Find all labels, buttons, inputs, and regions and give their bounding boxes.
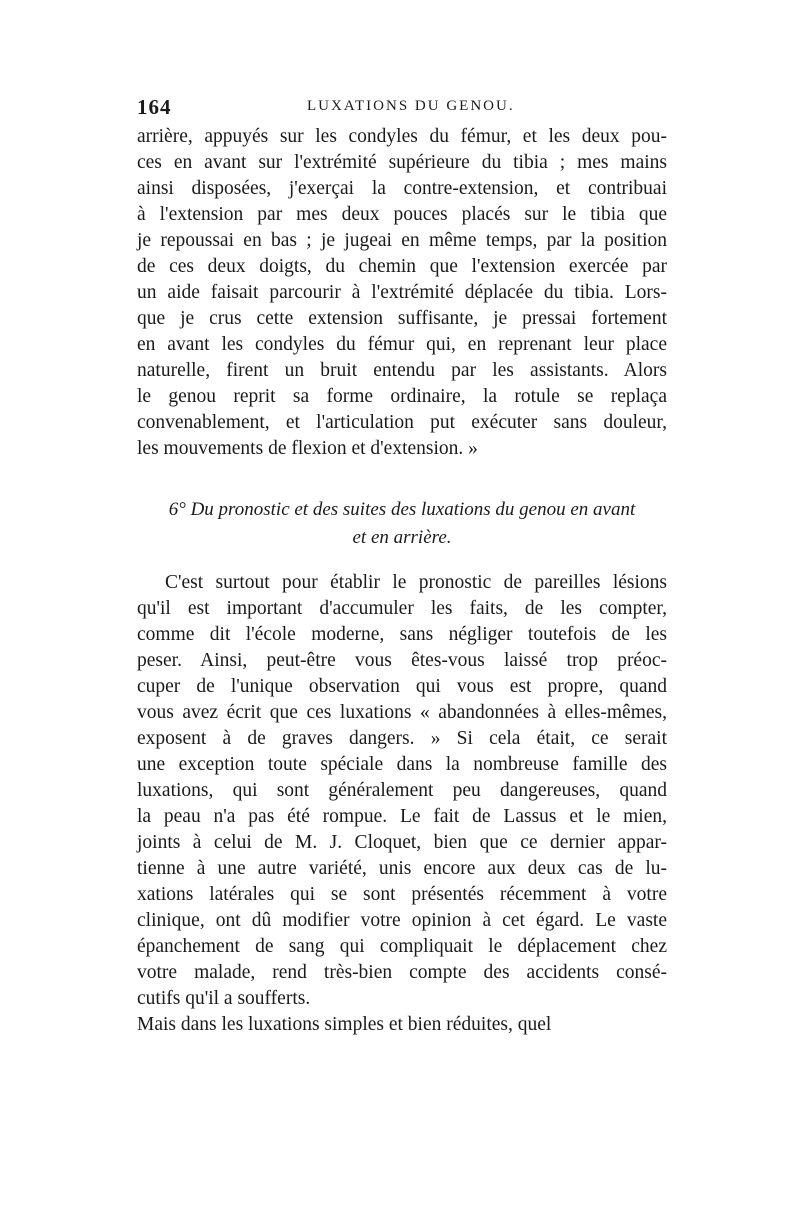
running-title: LUXATIONS DU GENOU. bbox=[307, 98, 515, 114]
text-line: la peau n'a pas été rompue. Le fait de Lassus et le mien, bbox=[137, 806, 667, 827]
text-line: ces en avant sur l'extrémité supérieure du tibia ; mes mains bbox=[137, 152, 667, 173]
text-line: clinique, ont dû modifier votre opinion à cet égard. Le vaste bbox=[137, 910, 667, 931]
text-line: épanchement de sang qui compliquait le déplacement chez bbox=[137, 936, 667, 957]
section-heading-line-2: et en arrière. bbox=[352, 527, 452, 548]
text-line: xations latérales qui se sont présentés récemment à votre bbox=[137, 884, 667, 905]
section-heading bbox=[137, 496, 667, 552]
text-line: C'est surtout pour établir le pronostic de pareilles lésions bbox=[165, 572, 667, 593]
text-line: à l'extension par mes deux pouces placés sur le tibia que bbox=[137, 204, 667, 225]
text-line: peser. Ainsi, peut-être vous êtes-vous laissé trop préoc- bbox=[137, 650, 667, 671]
text-line: joints à celui de M. J. Cloquet, bien que ce dernier appar- bbox=[137, 832, 667, 853]
text-line: qu'il est important d'accumuler les faits, de les compter, bbox=[137, 598, 667, 619]
paragraph-quote-continuation bbox=[137, 124, 667, 462]
text-line: je repoussai en bas ; je jugeai en même temps, par la position bbox=[137, 230, 667, 251]
text-line: arrière, appuyés sur les condyles du fémur, et les deux pou- bbox=[137, 126, 667, 147]
text-line: un aide faisait parcourir à l'extrémité déplacée du tibia. Lors- bbox=[137, 282, 667, 303]
paragraph-prognosis bbox=[137, 570, 667, 1038]
page-number: 164 bbox=[137, 95, 172, 119]
text-line: comme dit l'école moderne, sans négliger toutefois de les bbox=[137, 624, 667, 645]
text-line: votre malade, rend très-bien compte des accidents consé- bbox=[137, 962, 667, 983]
text-line: cutifs qu'il a soufferts. bbox=[137, 988, 311, 1009]
text-line: convenablement, et l'articulation put exécuter sans douleur, bbox=[137, 412, 667, 433]
section-heading-line-1: 6° Du pronostic et des suites des luxations du genou en avant bbox=[168, 499, 636, 520]
text-line: que je crus cette extension suffisante, je pressai fortement bbox=[137, 308, 667, 329]
text-line: vous avez écrit que ces luxations « abandonnées à elles-mêmes, bbox=[137, 702, 667, 723]
running-head bbox=[137, 95, 667, 121]
text-line: naturelle, firent un bruit entendu par les assistants. Alors bbox=[137, 360, 667, 381]
text-line: cuper de l'unique observation qui vous est propre, quand bbox=[137, 676, 667, 697]
text-line: ainsi disposées, j'exerçai la contre-extension, et contribuai bbox=[137, 178, 667, 199]
text-line: une exception toute spéciale dans la nombreuse famille des bbox=[137, 754, 667, 775]
text-line: en avant les condyles du fémur qui, en reprenant leur place bbox=[137, 334, 667, 355]
text-line: exposent à de graves dangers. » Si cela était, ce serait bbox=[137, 728, 667, 749]
text-line: le genou reprit sa forme ordinaire, la rotule se replaça bbox=[137, 386, 667, 407]
text-line: de ces deux doigts, du chemin que l'extension exercée par bbox=[137, 256, 667, 277]
text-line: luxations, qui sont généralement peu dangereuses, quand bbox=[137, 780, 667, 801]
text-line: tienne à une autre variété, unis encore aux deux cas de lu- bbox=[137, 858, 667, 879]
text-line: Mais dans les luxations simples et bien réduites, quel bbox=[137, 1014, 552, 1035]
text-line: les mouvements de flexion et d'extension. » bbox=[137, 438, 478, 459]
